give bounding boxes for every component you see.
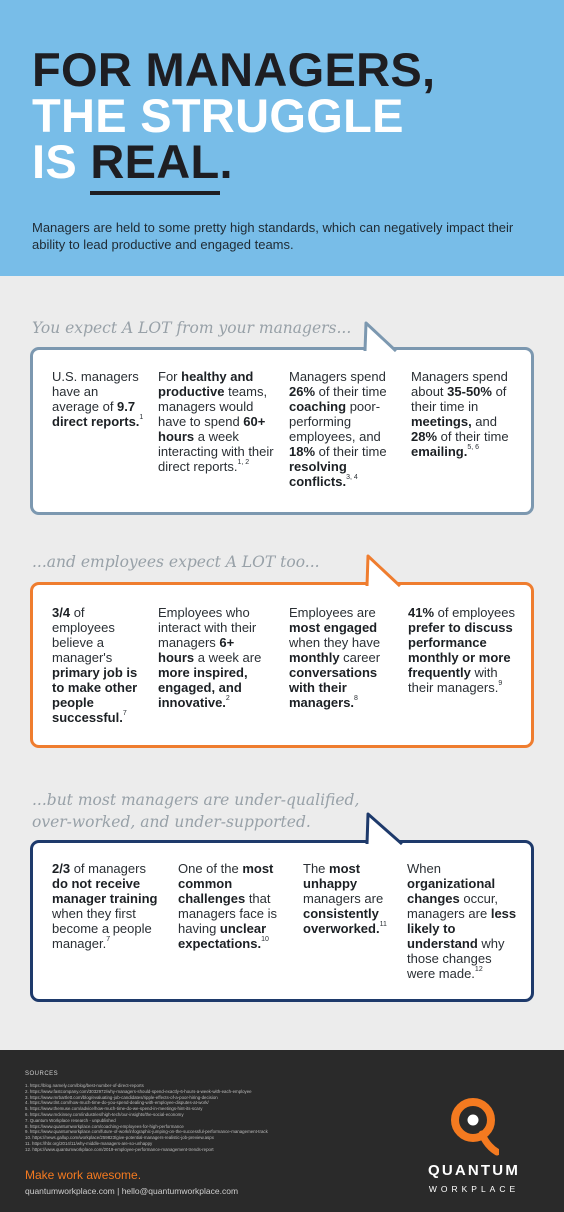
emphasis-text: less likely to understand [407, 906, 517, 951]
body-text: of their time [315, 384, 387, 399]
body-text: of managers [70, 861, 146, 876]
body-text: For [158, 369, 182, 384]
body-text: a week interacting with their direct reports. [158, 429, 274, 474]
emphasis-text: unclear expectations. [178, 921, 267, 951]
source-item[interactable]: 11. https://hbr.org/2014/11/why-middle-managers-are-so-unhappy [25, 1140, 153, 1146]
body-text: Employees are [289, 605, 376, 620]
body-text: The [303, 861, 330, 876]
body-text: of their time in [411, 384, 507, 414]
source-item[interactable]: 8. https://www.quantumworkplace.com/coaching-employees-for-high-performance [25, 1123, 184, 1129]
citation-superscript: 7 [106, 936, 111, 943]
headline-emphasis: REAL [90, 135, 220, 188]
emphasis-text: 28% [411, 429, 438, 444]
emphasis-text: conversations with their managers. [289, 665, 378, 710]
emphasis-text: 26% [289, 384, 316, 399]
section-2-stat-3 [289, 605, 395, 710]
source-item[interactable]: 2. https://www.fastcompany.com/3032972/why-managers-should-spend-exactly-6-hours-a-week-with-each-employee [25, 1088, 252, 1094]
emphasis-text: prefer to discuss performance monthly or more frequently [408, 620, 513, 680]
emphasis-text: resolving conflicts. [289, 459, 347, 489]
section-3-stat-1 [52, 861, 164, 951]
source-item[interactable]: 3. https://www.mrbartlett.com/blog/evaluating-job-candidates/ripple-effects-of-a-poor-hiring-decision [25, 1094, 218, 1100]
headline-line-1: FOR MANAGERS, [32, 43, 436, 96]
source-item[interactable]: 5. https://www.themuse.com/advice/how-much-time-do-we-spend-in-meetings-hint-its-scary [25, 1106, 203, 1112]
section-3-stat-4 [407, 861, 517, 981]
emphasis-text: consistently overworked. [303, 906, 380, 936]
emphasis-text: 18% [289, 444, 316, 459]
emphasis-text: healthy and productive [158, 369, 254, 399]
headline-line-3-prefix: IS [32, 135, 91, 188]
body-text: Employees who interact with their managers [158, 605, 257, 650]
citation-superscript: 7 [122, 710, 127, 717]
intro-paragraph: Managers are held to some pretty high standards, which can negatively impact their ability to lead productive and engaged teams. [32, 220, 514, 252]
section-2-heading: ...and employees expect A LOT too... [32, 553, 320, 571]
emphasis-text: 35-50% [447, 384, 492, 399]
citation-superscript: 3, 4 [346, 474, 358, 481]
source-item[interactable]: 1. https://blog.namely.com/blog/best-number-of-direct-reports [25, 1083, 144, 1088]
citation-superscript: 10 [261, 936, 269, 943]
body-text: and [471, 414, 497, 429]
emphasis-text: more inspired, engaged, and innovative. [158, 665, 248, 710]
emphasis-text: monthly [289, 650, 340, 665]
headline-period: . [219, 135, 233, 188]
body-text: When [407, 861, 441, 876]
body-text: Managers spend about [411, 369, 508, 399]
source-item[interactable]: 10. https://news.gallup.com/workplace/259823/give-potential-managers-realistic-job-preview.aspx [25, 1135, 214, 1141]
citation-superscript: 9 [498, 680, 503, 687]
citation-superscript: 5, 6 [467, 444, 480, 451]
body-text: occur, managers are [407, 891, 499, 921]
body-text: why those changes were made. [407, 936, 505, 981]
body-text: managers are [303, 891, 384, 906]
logo-subtitle: WORKPLACE [428, 1184, 520, 1194]
citation-superscript: 1 [139, 414, 144, 421]
emphasis-text: 60+ hours [158, 414, 266, 444]
body-text: poor-performing employees, and [289, 399, 381, 444]
section-1-stat-1 [52, 369, 148, 429]
logo-wordmark: QUANTUM [427, 1162, 521, 1179]
body-text: a week are [194, 650, 262, 665]
source-item[interactable]: 4. https://www.tlnt.com/how-much-time-do-you-spend-dealing-with-employee-disputes-at-work/ [25, 1100, 209, 1106]
section-2-stat-1 [52, 605, 150, 725]
emphasis-text: most unhappy [303, 861, 361, 891]
body-text: teams, managers would have to spend [158, 384, 268, 429]
body-text: One of the [178, 861, 243, 876]
citation-superscript: 8 [354, 695, 358, 702]
emphasis-text: 9.7 direct reports. [52, 399, 140, 429]
section-1-stat-2 [158, 369, 274, 474]
body-text: that managers face is having [178, 891, 277, 936]
section-1-stat-4 [411, 369, 521, 459]
sources-list [25, 1083, 325, 1153]
section-3-stat-3 [303, 861, 395, 936]
emphasis-text: 6+ hours [158, 635, 235, 665]
emphasis-text: do not receive manager training [52, 876, 158, 906]
sources-title: SOURCES [25, 1071, 59, 1077]
body-text: when they first become a people manager. [52, 906, 152, 951]
section-1-callout-tail [364, 322, 400, 354]
emphasis-text: meetings, [411, 414, 472, 429]
contact-line: quantumworkplace.com | hello@quantumworkplace.com [25, 1186, 239, 1196]
citation-superscript: 11 [379, 921, 387, 928]
body-text: of their time [437, 429, 509, 444]
citation-superscript: 1, 2 [237, 459, 250, 466]
emphasis-text: primary job is to make other people successful. [52, 665, 138, 725]
emphasis-text: most common challenges [178, 861, 274, 906]
section-3-stat-2 [178, 861, 290, 951]
body-text: of employees [434, 605, 515, 620]
emphasis-text: coaching [289, 399, 347, 414]
source-item[interactable]: 9. https://www.quantumworkplace.com/future-of-work/infographic-jumping-on-the-successful-performance-management-track [25, 1129, 268, 1135]
source-item[interactable]: 12. https://www.quantumworkplace.com/2019-employee-performance-management-trends-report [25, 1146, 214, 1152]
emphasis-text: 3/4 [52, 605, 71, 620]
body-text: U.S. managers have an average of [52, 369, 139, 414]
emphasis-text: 41% [408, 605, 435, 620]
body-text: with their managers. [408, 665, 499, 695]
tagline: Make work awesome. [25, 1168, 142, 1182]
citation-superscript: 2 [225, 695, 230, 702]
body-text: career [339, 650, 381, 665]
source-item[interactable]: 6. https://www.mckinsey.com/industries/high-tech/our-insights/the-social-economy [25, 1111, 184, 1117]
emphasis-text: 2/3 [52, 861, 71, 876]
emphasis-text: emailing. [411, 444, 468, 459]
section-2-stat-4 [408, 605, 518, 695]
headline-line-2: THE STRUGGLE [32, 89, 404, 142]
section-2-stat-2 [158, 605, 270, 710]
citation-superscript: 12 [474, 966, 483, 973]
section-1-heading: You expect A LOT from your managers... [32, 319, 352, 337]
quantum-q-logo-icon [447, 1094, 499, 1156]
section-1-stat-3 [289, 369, 399, 489]
headline-line-3 [32, 135, 233, 188]
section-3-callout-tail [366, 813, 406, 847]
emphasis-text: most engaged [289, 620, 378, 635]
body-text: of their time [315, 444, 387, 459]
source-item[interactable]: 7. Quantum Workplace research - unpublished [25, 1117, 116, 1123]
section-3-heading: ...but most managers are under-qualified, over-worked, and under-supported. [32, 791, 360, 831]
emphasis-text: organizational changes [407, 876, 496, 906]
body-text: Managers spend [289, 369, 386, 384]
section-2-callout-tail [366, 555, 404, 589]
body-text: when they have [289, 635, 381, 650]
body-text: of employees believe a manager's [52, 605, 115, 665]
